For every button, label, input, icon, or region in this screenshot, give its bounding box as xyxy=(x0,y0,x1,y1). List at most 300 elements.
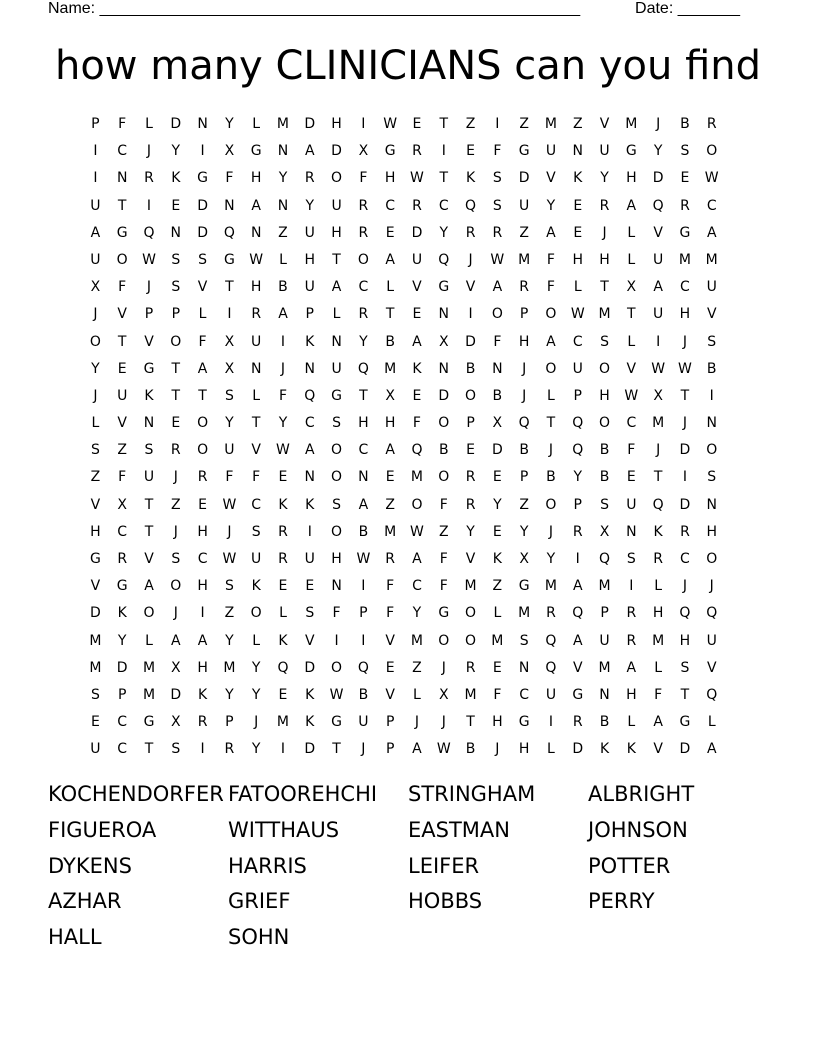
grid-letter: Q xyxy=(438,251,450,268)
grid-letter: Z xyxy=(465,116,476,132)
grid-letter: J xyxy=(93,387,98,404)
grid-letter: R xyxy=(278,523,288,540)
grid-letter: K xyxy=(305,714,315,731)
grid-letter: T xyxy=(600,279,609,296)
grid-letter: U xyxy=(304,551,315,567)
grid-letter: E xyxy=(278,578,288,595)
grid-row xyxy=(82,739,725,766)
grid-letter: Z xyxy=(278,224,288,241)
grid-row xyxy=(82,522,725,549)
grid-letter: X xyxy=(358,143,369,160)
grid-letter: Q xyxy=(143,224,155,241)
grid-letter: U xyxy=(117,387,128,404)
grid-letter: J xyxy=(522,387,527,404)
grid-letter: A xyxy=(251,197,261,214)
grid-letter: O xyxy=(197,415,209,432)
grid-letter: T xyxy=(680,686,690,703)
grid-letter: I xyxy=(548,714,554,731)
puzzle-title: how many CLINICIANS can you find xyxy=(54,43,762,89)
grid-letter: P xyxy=(144,306,154,323)
grid-letter: G xyxy=(143,714,155,731)
grid-letter: A xyxy=(304,143,315,160)
grid-row xyxy=(82,440,725,467)
grid-letter: V xyxy=(385,632,395,649)
grid-letter: T xyxy=(359,387,368,404)
grid-letter: P xyxy=(573,387,582,404)
grid-letter: X xyxy=(653,387,663,404)
grid-row xyxy=(82,304,725,331)
grid-letter: U xyxy=(572,360,583,377)
grid-letter: K xyxy=(573,170,583,187)
grid-letter: R xyxy=(706,116,717,132)
grid-letter: Y xyxy=(439,224,449,241)
grid-letter: E xyxy=(90,714,100,731)
grid-letter: N xyxy=(197,116,208,132)
grid-letter: V xyxy=(465,279,476,296)
grid-letter: H xyxy=(358,415,369,432)
grid-letter: Q xyxy=(572,442,584,459)
grid-letter: K xyxy=(465,170,476,187)
grid-letter: A xyxy=(653,279,663,296)
grid-letter: N xyxy=(304,469,316,486)
grid-letter: I xyxy=(629,578,634,595)
grid-letter: H xyxy=(197,659,208,676)
grid-letter: E xyxy=(492,469,502,486)
grid-letter: C xyxy=(197,551,208,567)
grid-letter: Z xyxy=(519,116,529,132)
grid-letter: N xyxy=(706,496,717,513)
grid-letter: T xyxy=(144,496,154,513)
grid-letter: N xyxy=(277,143,289,160)
grid-letter: W xyxy=(249,251,264,268)
grid-letter: O xyxy=(250,605,262,622)
grid-letter: J xyxy=(682,578,687,595)
grid-letter: O xyxy=(331,659,343,676)
grid-letter: O xyxy=(465,387,477,404)
grid-letter: A xyxy=(412,333,422,350)
grid-letter: C xyxy=(680,279,690,296)
grid-letter: N xyxy=(224,197,235,214)
word-list-item: KOCHENDORFER xyxy=(48,782,224,806)
grid-letter: X xyxy=(117,496,127,513)
grid-letter: K xyxy=(305,686,315,703)
grid-letter: A xyxy=(706,224,717,241)
grid-letter: B xyxy=(599,442,610,459)
grid-letter: Y xyxy=(546,197,556,214)
grid-letter: B xyxy=(278,279,288,296)
grid-letter: Z xyxy=(224,605,235,622)
grid-letter: Y xyxy=(466,523,475,540)
grid-letter: V xyxy=(144,333,154,350)
grid-letter: E xyxy=(171,197,181,214)
grid-letter: H xyxy=(518,333,530,350)
grid-letter: L xyxy=(332,306,341,323)
grid-letter: U xyxy=(251,333,262,350)
grid-letter: E xyxy=(305,578,315,595)
grid-letter: B xyxy=(492,387,503,404)
grid-letter: W xyxy=(570,306,585,323)
grid-letter: A xyxy=(197,632,208,649)
grid-letter: U xyxy=(304,279,315,296)
grid-letter: Q xyxy=(652,197,664,214)
grid-letter: X xyxy=(438,333,449,350)
grid-letter: M xyxy=(464,686,477,703)
grid-letter: W xyxy=(142,251,156,268)
grid-letter: O xyxy=(438,469,450,486)
grid-letter: E xyxy=(626,469,636,486)
grid-letter: I xyxy=(200,605,205,622)
grid-letter: K xyxy=(599,741,610,758)
grid-letter: C xyxy=(304,415,315,432)
grid-letter: S xyxy=(171,251,181,268)
grid-letter: L xyxy=(252,116,261,132)
grid-letter: T xyxy=(627,306,636,323)
grid-letter: M xyxy=(544,116,557,132)
grid-letter: B xyxy=(546,469,556,486)
word-list-item: EASTMAN xyxy=(408,817,510,842)
grid-letter: M xyxy=(544,578,557,595)
grid-letter: G xyxy=(572,686,584,703)
grid-letter: N xyxy=(572,143,583,160)
grid-letter: M xyxy=(384,523,397,540)
grid-letter: P xyxy=(519,469,529,486)
grid-letter: W xyxy=(276,442,290,459)
grid-letter: Y xyxy=(251,659,261,676)
grid-letter: P xyxy=(573,496,582,513)
grid-letter: Y xyxy=(653,143,663,160)
grid-letter: A xyxy=(331,279,342,296)
grid-letter: U xyxy=(599,632,610,649)
grid-letter: K xyxy=(305,496,315,513)
grid-letter: D xyxy=(170,686,182,703)
grid-letter: J xyxy=(280,360,286,377)
grid-letter: G xyxy=(143,360,155,377)
grid-letter: O xyxy=(197,442,209,459)
grid-letter: G xyxy=(331,714,342,731)
grid-letter: V xyxy=(599,116,610,132)
grid-letter: S xyxy=(680,659,690,676)
grid-row xyxy=(82,685,725,712)
grid-letter: P xyxy=(91,116,100,132)
grid-letter: T xyxy=(117,197,127,214)
grid-letter: G xyxy=(679,224,691,241)
word-list-item: FIGUEROA xyxy=(48,817,157,842)
grid-letter: S xyxy=(171,551,181,567)
grid-letter: K xyxy=(171,170,181,187)
grid-letter: U xyxy=(706,632,717,649)
grid-row xyxy=(82,549,725,576)
grid-letter: W xyxy=(329,686,344,703)
grid-letter: N xyxy=(250,360,262,377)
grid-letter: N xyxy=(250,224,262,241)
grid-letter: Q xyxy=(545,659,557,676)
grid-letter: Y xyxy=(573,469,583,486)
grid-letter: M xyxy=(598,306,611,323)
grid-letter: N xyxy=(304,360,316,377)
grid-letter: B xyxy=(385,333,395,350)
grid-letter: E xyxy=(385,224,395,241)
grid-letter: T xyxy=(439,170,449,187)
grid-letter: V xyxy=(117,415,127,432)
grid-letter: Q xyxy=(223,224,235,241)
grid-letter: F xyxy=(493,143,502,160)
grid-letter: O xyxy=(706,143,718,160)
grid-letter: V xyxy=(197,279,208,296)
grid-letter: R xyxy=(358,197,369,214)
grid-letter: C xyxy=(117,143,128,160)
grid-letter: P xyxy=(171,306,181,323)
grid-letter: I xyxy=(280,333,286,350)
grid-letter: C xyxy=(438,197,449,214)
grid-letter: D xyxy=(652,170,664,187)
grid-letter: B xyxy=(680,116,690,132)
grid-letter: R xyxy=(465,496,476,513)
grid-letter: M xyxy=(276,116,290,132)
grid-letter: L xyxy=(654,578,663,595)
grid-letter: D xyxy=(465,333,476,350)
grid-letter: U xyxy=(224,442,235,459)
grid-letter: Z xyxy=(412,659,422,676)
grid-letter: C xyxy=(117,714,128,731)
grid-letter: A xyxy=(572,632,583,649)
grid-letter: O xyxy=(89,333,101,350)
grid-letter: Y xyxy=(251,741,261,758)
grid-letter: E xyxy=(385,469,395,486)
grid-letter: R xyxy=(385,551,396,567)
grid-letter: E xyxy=(412,116,422,132)
word-list-item: AZHAR xyxy=(48,889,122,914)
grid-letter: K xyxy=(412,360,422,377)
grid-letter: B xyxy=(358,523,369,540)
grid-letter: Y xyxy=(225,415,234,432)
grid-letter: B xyxy=(465,741,476,758)
grid-letter: I xyxy=(361,578,366,595)
grid-letter: J xyxy=(602,224,607,241)
grid-letter: I xyxy=(280,741,286,758)
grid-letter: X xyxy=(224,333,235,350)
grid-letter: M xyxy=(464,578,477,595)
grid-letter: U xyxy=(251,551,262,567)
grid-letter: S xyxy=(707,469,717,486)
grid-row xyxy=(82,658,725,685)
grid-letter: Y xyxy=(493,496,502,513)
grid-letter: O xyxy=(545,496,557,513)
grid-letter: J xyxy=(146,279,152,296)
grid-letter: F xyxy=(332,605,341,622)
grid-letter: T xyxy=(225,279,234,296)
grid-letter: Y xyxy=(225,116,234,132)
grid-letter: E xyxy=(385,659,395,676)
grid-letter: N xyxy=(116,170,128,187)
grid-letter: J xyxy=(441,659,446,676)
grid-letter: H xyxy=(679,306,691,323)
grid-letter: T xyxy=(144,523,154,540)
grid-letter: S xyxy=(707,333,717,350)
grid-letter: X xyxy=(224,360,235,377)
grid-letter: W xyxy=(222,551,237,567)
grid-letter: Q xyxy=(652,496,664,513)
grid-letter: A xyxy=(653,714,663,731)
grid-letter: S xyxy=(171,741,181,758)
grid-letter: P xyxy=(117,686,127,703)
word-list-item: DYKENS xyxy=(48,853,132,878)
grid-letter: A xyxy=(385,442,395,459)
grid-letter: R xyxy=(546,605,556,622)
grid-letter: X xyxy=(90,279,101,296)
grid-letter: H xyxy=(331,224,342,241)
grid-letter: O xyxy=(438,632,450,649)
grid-letter: L xyxy=(252,632,261,649)
grid-letter: S xyxy=(332,415,342,432)
grid-letter: O xyxy=(706,551,718,567)
grid-letter: O xyxy=(465,632,477,649)
grid-letter: F xyxy=(546,251,555,268)
grid-letter: F xyxy=(412,415,421,432)
grid-letter: L xyxy=(707,714,716,731)
grid-letter: W xyxy=(410,170,424,187)
grid-letter: E xyxy=(198,496,208,513)
grid-letter: J xyxy=(254,714,259,731)
grid-letter: E xyxy=(171,415,181,432)
grid-letter: J xyxy=(414,714,420,731)
grid-row xyxy=(82,712,725,739)
grid-letter: H xyxy=(304,251,316,268)
grid-letter: G xyxy=(518,143,530,160)
grid-letter: L xyxy=(493,605,502,622)
grid-letter: Z xyxy=(385,496,395,513)
grid-letter: K xyxy=(278,496,288,513)
grid-letter: F xyxy=(493,686,502,703)
grid-letter: H xyxy=(599,251,610,268)
grid-letter: A xyxy=(304,442,315,459)
grid-letter: D xyxy=(197,197,208,214)
grid-letter: R xyxy=(412,143,422,160)
grid-letter: E xyxy=(573,197,583,214)
grid-letter: F xyxy=(225,170,234,187)
grid-letter: L xyxy=(654,659,663,676)
grid-letter: L xyxy=(627,333,636,350)
grid-letter: Y xyxy=(251,686,261,703)
grid-letter: Y xyxy=(225,632,234,649)
grid-letter: Y xyxy=(519,523,529,540)
grid-letter: P xyxy=(600,605,609,622)
grid-letter: U xyxy=(411,251,423,268)
grid-letter: I xyxy=(146,197,152,214)
grid-letter: O xyxy=(331,469,343,486)
grid-letter: F xyxy=(118,116,127,132)
grid-letter: W xyxy=(410,523,424,540)
grid-letter: Q xyxy=(304,387,316,404)
grid-letter: U xyxy=(545,143,557,160)
grid-letter: P xyxy=(305,306,314,323)
grid-letter: D xyxy=(438,387,450,404)
grid-letter: S xyxy=(680,143,690,160)
grid-letter: T xyxy=(546,415,556,432)
grid-letter: F xyxy=(225,469,234,486)
grid-letter: Y xyxy=(600,170,609,187)
grid-letter: H xyxy=(626,686,637,703)
grid-letter: V xyxy=(706,659,717,676)
grid-letter: E xyxy=(573,224,583,241)
grid-letter: Y xyxy=(412,605,422,622)
grid-row xyxy=(82,413,725,440)
grid-letter: F xyxy=(439,578,448,595)
grid-letter: M xyxy=(625,116,638,132)
word-list-item: HALL xyxy=(48,925,102,950)
grid-letter: C xyxy=(626,415,637,432)
date-field-label: Date: _______ xyxy=(635,0,740,17)
grid-letter: L xyxy=(547,387,555,404)
grid-letter: C xyxy=(680,551,690,567)
grid-letter: I xyxy=(307,523,312,540)
grid-letter: H xyxy=(331,551,342,567)
grid-letter: R xyxy=(412,197,422,214)
grid-letter: V xyxy=(412,279,422,296)
grid-letter: H xyxy=(706,523,717,540)
grid-letter: I xyxy=(93,170,98,187)
grid-letter: J xyxy=(146,143,152,160)
grid-letter: H xyxy=(652,605,664,622)
grid-letter: O xyxy=(170,333,182,350)
grid-letter: Z xyxy=(90,469,101,486)
grid-letter: M xyxy=(89,659,102,676)
grid-letter: W xyxy=(222,496,237,513)
grid-letter: L xyxy=(279,605,287,622)
word-list-item: SOHN xyxy=(228,925,290,950)
grid-letter: H xyxy=(679,632,691,649)
grid-letter: T xyxy=(251,415,261,432)
grid-letter: U xyxy=(358,714,369,731)
grid-letter: J xyxy=(173,605,178,622)
grid-letter: E xyxy=(680,170,690,187)
grid-letter: H xyxy=(518,741,530,758)
grid-letter: G xyxy=(116,578,128,595)
grid-row xyxy=(82,196,725,223)
grid-letter: R xyxy=(117,551,128,567)
grid-letter: J xyxy=(468,251,473,268)
grid-letter: C xyxy=(572,333,583,350)
grid-letter: C xyxy=(412,578,422,595)
grid-letter: M xyxy=(384,360,397,377)
grid-letter: Q xyxy=(679,605,691,622)
grid-letter: W xyxy=(490,251,505,268)
grid-letter: Y xyxy=(117,632,127,649)
grid-letter: V xyxy=(465,551,476,567)
grid-letter: W xyxy=(678,360,692,377)
grid-letter: H xyxy=(250,279,262,296)
grid-letter: U xyxy=(90,251,101,268)
grid-letter: S xyxy=(626,551,636,567)
grid-letter: R xyxy=(465,224,476,241)
grid-row xyxy=(82,277,725,304)
grid-letter: Z xyxy=(438,523,449,540)
grid-letter: J xyxy=(361,741,366,758)
grid-letter: T xyxy=(332,251,341,268)
grid-letter: A xyxy=(492,279,503,296)
grid-letter: Y xyxy=(546,551,556,567)
letter-grid xyxy=(82,114,725,767)
grid-letter: F xyxy=(654,686,663,703)
grid-row xyxy=(82,332,725,359)
grid-letter: T xyxy=(439,116,449,132)
grid-letter: S xyxy=(224,578,234,595)
grid-letter: X xyxy=(170,714,181,731)
grid-letter: Y xyxy=(91,360,100,377)
grid-letter: A xyxy=(197,360,208,377)
grid-letter: U xyxy=(331,360,342,377)
grid-letter: O xyxy=(331,442,343,459)
grid-letter: F xyxy=(386,605,395,622)
